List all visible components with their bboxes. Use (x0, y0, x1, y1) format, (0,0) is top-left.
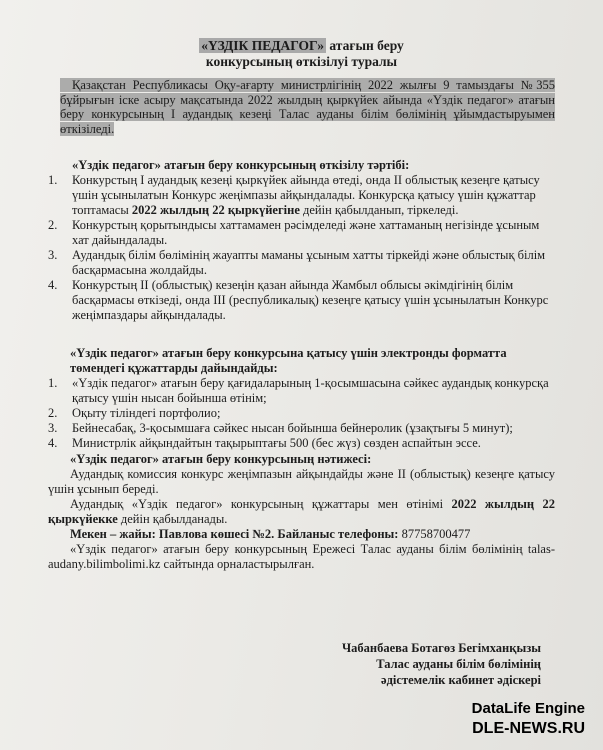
title-line-1-rest: атағын беру (326, 38, 404, 53)
results-section (48, 452, 555, 572)
documents-section (48, 346, 555, 451)
results-paragraph-3: «Үздік педагог» атағын беру конкурсының Ережесі Талас ауданы білім бөлімінің talas-audany.bilimbolimi.kz сайтында орналастырылған. (48, 542, 555, 571)
title-line-1 (0, 38, 603, 54)
list-item: 2. Конкурстың қорытындысы хаттамамен рәсімделеді және хаттаманың негізінде ұсыным хат дайындалады. (48, 218, 540, 247)
signature-block (342, 640, 541, 688)
results-paragraph-1: Аудандық комиссия конкурс жеңімпазын айқындайды және ІІ (облыстық) кезеңге қатысу үшін ұсынып береді. (48, 467, 555, 496)
list-item: 4. Министрлік айқындайтын тақырыптағы 500 (бес жүз) сөзден аспайтын эссе. (48, 436, 481, 450)
phone-number: 87758700477 (401, 527, 471, 541)
intro-text: Қазақстан Республикасы Оқу-ағарту министрлігінің 2022 жылғы 9 тамыздағы №355 бұйрығын іске асыру мақсатында 2022 жылдың қыркүйек айында «Үздік педагог» атағын беру конкурсының І аудандық кезеңі Талас ауданы білім бөлімінің ұйымдастыруымен өткізіледі. (60, 78, 555, 136)
signature-department: Талас ауданы білім бөлімінің (376, 657, 541, 671)
results-heading: «Үздік педагог» атағын беру конкурсының нәтижесі: (70, 452, 372, 466)
procedure-heading: «Үздік педагог» атағын беру конкурсының өткізілу тәртібі: (72, 158, 410, 172)
title-line-2: конкурсының өткізілуі туралы (205, 54, 398, 69)
list-item: 3. Аудандық білім бөлімінің жауапты маманы ұсыным хатты тіркейді және облыстық білім басқармасына жолдайды. (48, 248, 546, 277)
intro-paragraph (60, 78, 555, 136)
watermark-line-1: DataLife Engine (471, 700, 585, 717)
procedure-section (48, 158, 555, 323)
procedure-list (48, 173, 555, 323)
list-item: 2. Оқыту тіліндегі портфолио; (48, 406, 221, 420)
documents-heading: «Үздік педагог» атағын беру конкурсына қатысу үшін электронды форматта төмендегі құжаттарды дайындайды: (70, 346, 507, 375)
signature-position: әдістемелік кабинет әдіскері (381, 673, 541, 687)
contact-address: Мекен – жайы: Павлова көшесі №2. Байланыс телефоны: (70, 527, 399, 541)
list-item: 3. Бейнесабақ, 3-қосымшаға сәйкес нысан бойынша бейнеролик (ұзақтығы 5 минут); (48, 421, 513, 435)
watermark-line-2: DLE-NEWS.RU (472, 720, 585, 737)
results-paragraph-2: Аудандық «Үздік педагог» конкурсының құжаттары мен өтінімі 2022 жылдың 22 қыркүйекке дейін қабылданады. (48, 497, 555, 526)
document-title (0, 38, 603, 70)
title-highlight: «ҮЗДІК ПЕДАГОГ» (201, 38, 324, 53)
documents-list (48, 376, 555, 451)
list-item: 1. «Үздік педагог» атағын беру қағидаларының 1-қосымшасына сәйкес аудандық конкурсқа қатысу үшін нысан бойынша өтінім; (48, 376, 549, 405)
list-item: 1. Конкурстың І аудандық кезеңі қыркүйек айында өтеді, онда ІІ облыстық кезеңге қатысу үшін ұсынылатын Конкурс жеңімпазы айқындалады. Конкурсқа қатысу үшін құжаттар топтамасы 2022 жылдың 22 қыркүйегіне дейін қабылданып, тіркеледі. (48, 173, 540, 217)
signature-name: Чабанбаева Ботагөз Бегімханқызы (341, 641, 541, 655)
list-item: 4. Конкурстың ІІ (облыстық) кезеңін қазан айында Жамбыл облысы әкімдігінің білім басқармасы өткізеді, онда ІІІ (республикалық) кезеңге қатысу үшін ұсынылатын Конкурс жеңімпаздары айқындалады. (48, 278, 549, 322)
contact-line (48, 527, 555, 542)
